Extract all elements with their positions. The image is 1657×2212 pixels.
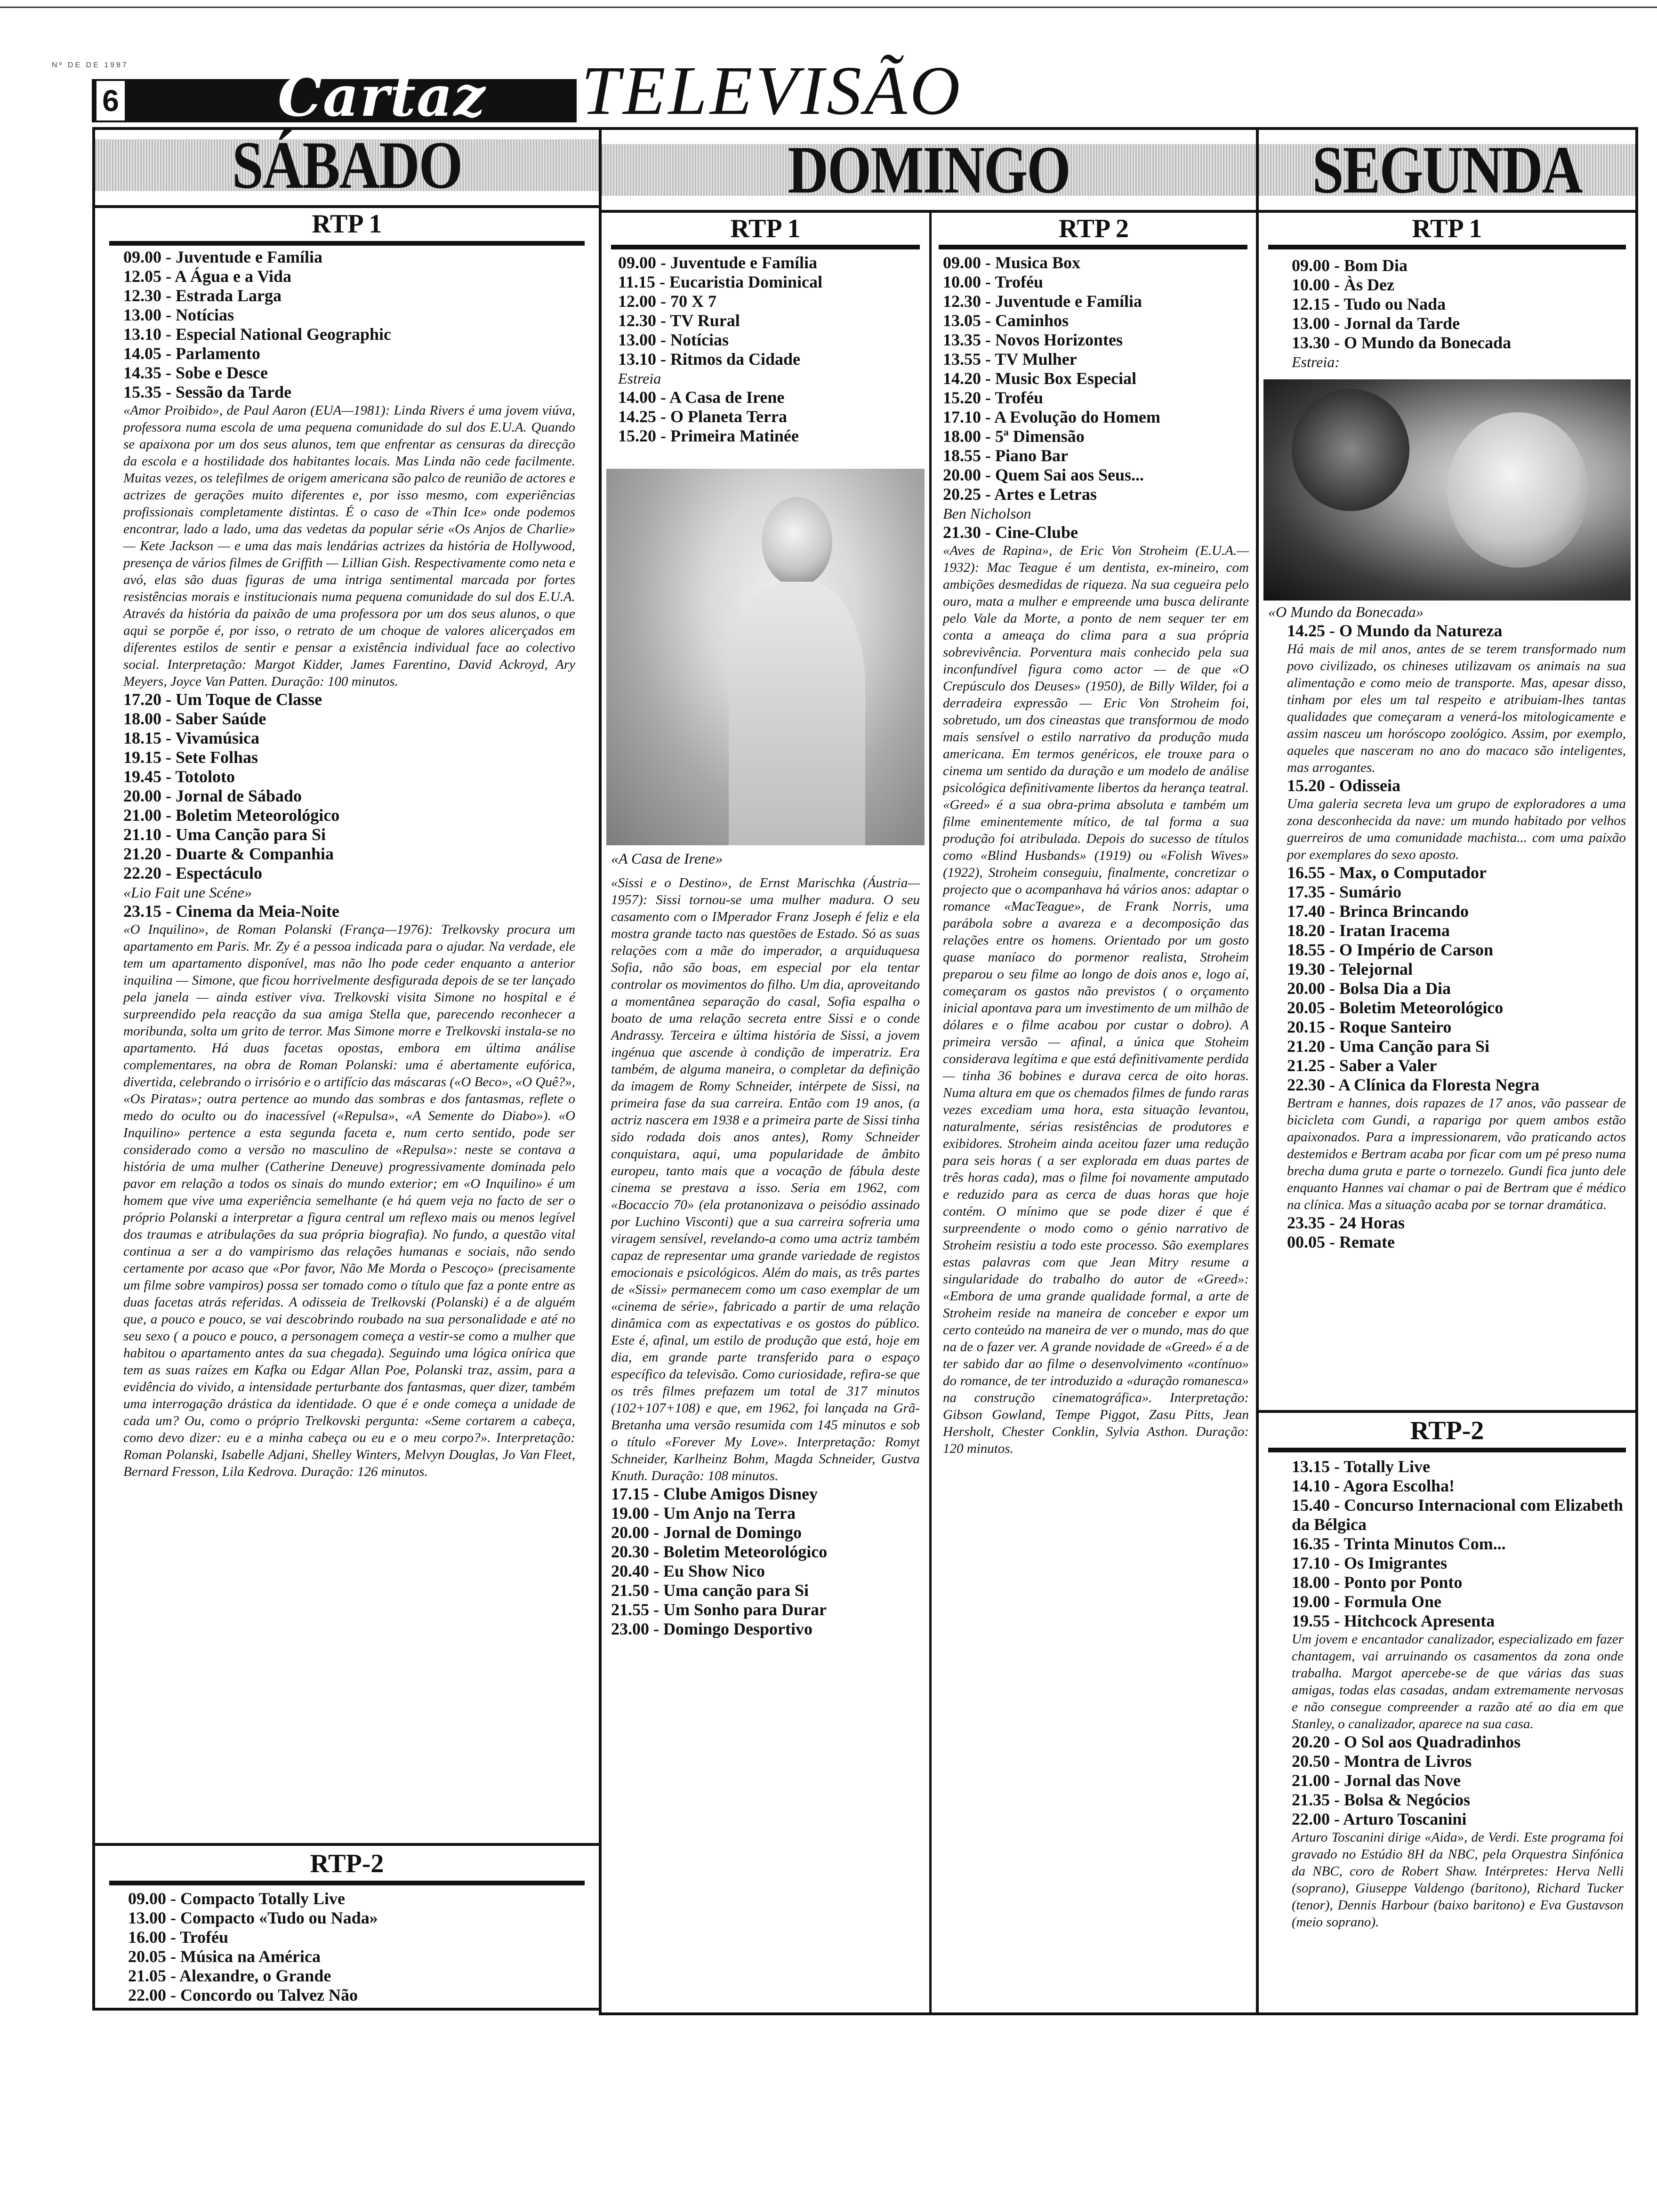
domingo-column: [599, 127, 1259, 2015]
program-line: 13.10 - Especial National Geographic: [123, 325, 391, 344]
program-line: 14.05 - Parlamento: [123, 344, 260, 363]
program-line: 20.20 - O Sol aos Quadradinhos: [1292, 1732, 1521, 1751]
program-line: 13.05 - Caminhos: [943, 311, 1069, 330]
program-line: 17.15 - Clube Amigos Disney: [611, 1484, 818, 1503]
domingo-rtp2-heading: RTP 2: [1059, 214, 1129, 243]
program-description: Bertram e hannes, dois rapazes de 17 anos, vão passear de bicicleta com Gundi, a rapariga por quem ambos estão apaixonados. Para a impressionarem, vão praticando actos destemidos e Bertram acaba por ficar com um pé preso numa brecha duma gruta e parte o tornezelo. Gundi fica junto dele enquanto Hannes vai chamar o pai de Bertram que é médico na clínica. Mas a situação acaba por se tornar dramática.: [1287, 1096, 1626, 1212]
program-line: 19.15 - Sete Folhas: [123, 748, 258, 767]
program-line: 20.00 - Jornal de Domingo: [611, 1523, 802, 1542]
divider: [109, 1881, 585, 1885]
program-description: Uma galeria secreta leva um grupo de exploradores a uma zona desconhecida da nave: um mundo habitado por velhos guerreiros de uma comunidade machista... com uma paixão por exemplares do sexo aposto.: [1287, 796, 1626, 862]
program-line: 20.25 - Artes e Letras: [943, 485, 1097, 504]
program-line: 19.55 - Hitchcock Apresenta: [1292, 1611, 1495, 1630]
program-line: 21.00 - Jornal das Nove: [1292, 1771, 1461, 1790]
program-note: «Lio Fait une Scéne»: [123, 884, 252, 901]
photo-caption: «A Casa de Irene»: [611, 850, 723, 867]
program-line: 18.55 - O Império de Carson: [1287, 940, 1493, 959]
program-line: 22.00 - Arturo Toscanini: [1292, 1810, 1467, 1828]
program-line: 00.05 - Remate: [1287, 1233, 1395, 1251]
program-line: 23.15 - Cinema da Meia-Noite: [123, 902, 339, 921]
program-line: 12.05 - A Água e a Vida: [123, 267, 292, 286]
photo-figure: [762, 497, 832, 586]
program-line: 14.35 - Sobe e Desce: [123, 363, 268, 382]
divider: [611, 245, 920, 249]
program-description: Um jovem e encantador canalizador, especializado em fazer chantagem, vai arruinando os casamentos da zona onde trabalha. Margot apercebe-se de que várias das suas amigas, todas elas casadas, andam extremamente nervosas e não consegue compreender a razão até ao dia em que Stanley, o canalizador, aparece na sua casa.: [1292, 1632, 1624, 1731]
domingo-rtp1-listing: [618, 253, 919, 446]
program-line: 14.25 - O Mundo da Natureza: [1287, 621, 1503, 640]
program-line: 18.00 - Saber Saúde: [123, 709, 266, 728]
segunda-rtp2-listing: [1275, 1457, 1624, 1931]
program-line: 13.00 - Jornal da Tarde: [1292, 314, 1460, 333]
segunda-day-title: SEGUNDA: [1312, 132, 1582, 208]
divider: [939, 245, 1247, 249]
photo-figure: [729, 582, 865, 845]
program-line: 20.15 - Roque Santeiro: [1287, 1018, 1452, 1036]
photo-caption: «O Mundo da Bonecada»: [1268, 603, 1424, 620]
program-line: 20.00 - Bolsa Dia a Dia: [1287, 979, 1451, 998]
program-line: 22.00 - Concordo ou Talvez Não: [128, 1986, 358, 2004]
program-line: 20.00 - Jornal de Sábado: [123, 786, 302, 805]
mundo-da-bonecada-photo: [1263, 379, 1631, 601]
program-line: 20.40 - Eu Show Nico: [611, 1562, 765, 1580]
divider: [1259, 210, 1635, 213]
divider: [602, 210, 1256, 213]
casa-de-irene-photo: [606, 469, 925, 845]
program-line: 16.00 - Troféu: [128, 1928, 228, 1947]
program-line: 13.00 - Notícias: [618, 330, 729, 349]
program-line: 16.55 - Max, o Computador: [1287, 863, 1487, 882]
cartaz-logo: Cartaz: [278, 64, 486, 129]
program-line: 13.00 - Compacto «Tudo ou Nada»: [128, 1908, 378, 1927]
program-note: Estreia: [618, 370, 661, 387]
program-description: «Aves de Rapina», de Eric Von Stroheim (E.U.A.—1932): Mac Teague é um dentista, ex-mineiro, com ambições desmedidas de riqueza. Na sua cegueira pelo ouro, mata a mulher e empreende uma busca delirante pelo Vale da Morte, a ponto de nem sequer ter em conta a ameaça do clima para a sua própria sobrevivência. Porventura mais conhecido pela sua inconfundível figura como actor — de que «O Crepúsculo dos Deuses» (1950), de Billy Wilder, foi a derradeira expressão — Eric Von Stroheim foi, sobretudo, um dos cineastas que transformou de modo mais sensível o estilo narrativo da produção muda americana. Em termos genéricos, ele trouxe para o cinema um sentido da duração e um modelo de análise psicológica definitivamente libertos da herança teatral. «Greed» é a sua obra-prima absoluta e também um filme eminentemente mítico, de tal forma a sua produção foi atribulada. Depois do sucesso de títulos como «Blind Husbands» (1919) ou «Folish Wives» (1922), Stroheim conseguiu, finalmente, concretizar o projecto que o acompanhava há vários anos: adaptar o romance «MacTeague», de Frank Norris, uma parábola sobre a avareza e a decomposição das relações entre os homens. Orientado por um gosto quase maníaco do pormenor realista, Stroheim preparou o seu filme ao longo de dois anos e, logo aí, começaram os gastos não previstos ( o orçamento inicial apontava para um investimento de um milhão de dólares e o filme acabou por custar o dobro). A primeira versão — afinal, a única que Stoheim considerava legítima e que está definitivamente perdida — tinha 36 bobines e durava cerca de oito horas. Numa altura em que os chemados filmes de fundo raras vezes excediam uma hora, esta situação levantou, naturalmente, sérias resistências de produtores e exibidores. Stroheim ainda aceitou fazer uma redução para seis horas ( a ser explorada em duas partes de três horas cada), mas o filme foi novamente amputado e reduzido para as cerca de duas horas que hoje contém. O mínimo que se pode dizer é que é surpreendente o modo como o génio narrativo de Stroheim resistiu a todo este processo. São exemplares estas palavras com que Jean Mitry resume a singularidade do trabalho do autor de «Greed»: «Embora de uma grande qualidade formal, a arte de Stroheim reside na maneira de conceber e expor um certo conteúdo na maneira de ver o mundo, mas do que na de o fazer ver. A grande novidade de «Greed» é a de ter sabido dar ao filme o desenvolvimento «contínuo» do romance, de ter introduzido a «duração romanesca» na construção cinematográfica». Interpretação: Gibson Gowland, Tempe Piggot, Zasu Pitts, Jean Hersholt, Chester Conklin, Sylvia Asthon. Duração: 120 minutos.: [943, 543, 1249, 1456]
program-line: 18.20 - Iratan Iracema: [1287, 921, 1450, 940]
program-line: 18.00 - Ponto por Ponto: [1292, 1573, 1463, 1592]
domingo-day-title: DOMINGO: [788, 132, 1070, 208]
program-line: 23.35 - 24 Horas: [1287, 1213, 1405, 1232]
program-line: 09.00 - Juventude e Família: [123, 248, 322, 266]
program-line: 19.00 - Formula One: [1292, 1592, 1441, 1611]
program-description: «O Inquilino», de Roman Polanski (França—1976): Trelkovsky procura um apartamento em Paris. Mr. Zy é a pessoa indicada para o ajudar. Na verdade, ele tem um apartamento disponível, mas não lho pode ceder enquanto a anterior inquilina — Simone, que ficou horrivelmente desfigurada depois de se ter lançado pela janela — ainda estiver viva. Trelkovski visita Simone no hospital e é surpreendido pela reacção da sua amiga Stella que, parecendo reconhecer a moribunda, solta um grito de terror. Mas Simone morre e Trelkovski instala-se no apartamento. Há duas facetas opostas, embora em última análise complementares, na obra de Roman Polanski: uma é abertamente eufórica, divertida, celebrando o irrisório e o artifício das máscaras («O Beco», «O Quê?», «Os Piratas»; outra pertence ao mundo das sombras e dos fantasmas, reflete o medo do oculto ou do inacessível («Repulsa», «A Semente do Diabo»). «O Inquilino» pertence a esta segunda faceta e, num certo sentido, pode ser considerado como a versão no masculino de «Repulsa»: neste se contava a história de uma mulher (Catherine Deneuve) progressivamente dominada pelo pavor em relação a todos os sinais do mundo exterior; em «O Inquilino» é um homem que vive uma experiência semelhante (e há quem veja no facto de ser o próprio Polanski a interpretar a figura central um reflexo mais ou menos legível dos traumas e atribulações da sua própria biografia). No fundo, a questão vital continua a ser a do vampirismo das relações humanas e sociais, não sendo certamente por acaso que «Por favor, Não Me Morda o Pescoço» (precisamente um filme sobre vampiros) possa ser tomado como o título que faz a ponte entre as duas facetas atrás referidas. A odisseia de Trelkovski (Polanski) é a de alguém que, a pouco e pouco, se vai descobrindo roubado na sua personalidade e até no seu sexo ( a pouco e pouco, a personagem começa a vestir-se como a mulher que habitou o apartamento antes da sua chegada). Seguindo uma lógica onírica que tem as suas raízes em Kafka ou Edgar Allan Poe, Polanski traz, assim, para a evidência do vivido, a intensidade perturbante dos fantasmas, quer dizer, também uma interrogação drástica da identidade. O que é e onde começa a unidade de cada um? Ou, como o próprio Trelkovski pergunta: «Seme cortarem a cabeça, como devo dizer: eu e a minha cabeça ou eu e o meu corpo?». Interpretação: Roman Polanski, Isabelle Adjani, Shelley Winters, Melvyn Douglas, Jo Van Fleet, Bernard Fresson, Lila Kedrova. Duração: 126 minutos.: [123, 922, 575, 1479]
program-line: 14.20 - Music Box Especial: [943, 369, 1136, 388]
program-line: 18.55 - Piano Bar: [943, 446, 1068, 465]
program-line: 20.05 - Música na América: [128, 1947, 321, 1966]
program-line: 17.10 - Os Imigrantes: [1292, 1554, 1447, 1572]
program-line: 15.20 - Primeira Matinée: [618, 426, 799, 445]
program-line: 09.00 - Compacto Totally Live: [128, 1889, 346, 1908]
photo-face: [1447, 412, 1588, 568]
program-line: 14.00 - A Casa de Irene: [618, 388, 785, 407]
program-line: 12.15 - Tudo ou Nada: [1292, 295, 1446, 313]
program-line: 20.50 - Montra de Livros: [1292, 1752, 1472, 1771]
program-line: 10.00 - Às Dez: [1292, 275, 1394, 294]
domingo-rtp2-listing: [943, 253, 1249, 1457]
program-line: 17.10 - A Evolução do Homem: [943, 408, 1161, 426]
program-line: 20.00 - Quem Sai aos Seus...: [943, 465, 1144, 484]
program-line: 22.30 - A Clínica da Floresta Negra: [1287, 1075, 1540, 1094]
program-line: 22.20 - Espectáculo: [123, 864, 262, 882]
program-line: 13.10 - Ritmos da Cidade: [618, 350, 801, 369]
divider: [95, 1843, 599, 1846]
page-number: 6: [97, 81, 125, 120]
domingo-rtp1-text: [611, 849, 920, 1639]
program-line: 18.00 - 5ª Dimensão: [943, 427, 1085, 446]
segunda-column: [1256, 127, 1638, 2015]
program-line: 21.30 - Cine-Clube: [943, 523, 1078, 542]
program-line: 20.30 - Boletim Meteorológico: [611, 1542, 828, 1561]
sabado-day-title: SÁBADO: [232, 127, 462, 203]
program-line: 19.00 - Um Anjo na Terra: [611, 1504, 796, 1523]
program-line: 11.15 - Eucaristia Dominical: [618, 272, 822, 291]
divider: [109, 241, 585, 246]
program-line: 21.35 - Bolsa & Negócios: [1292, 1790, 1470, 1809]
program-line: 09.00 - Juventude e Família: [618, 253, 817, 272]
program-line: 21.05 - Alexandre, o Grande: [128, 1966, 331, 1985]
segunda-rtp1-listing: [1292, 256, 1621, 371]
date-line: Nº DE DE 1987: [52, 61, 129, 69]
sabado-rtp1-listing: [123, 248, 575, 1480]
program-line: 13.00 - Notícias: [123, 305, 234, 324]
program-line: 21.50 - Uma canção para Si: [611, 1581, 809, 1600]
divider: [95, 205, 599, 208]
column-rule: [929, 210, 932, 2012]
program-line: 09.00 - Musica Box: [943, 253, 1080, 272]
program-line: 21.10 - Uma Canção para Si: [123, 825, 326, 844]
program-line: 15.20 - Troféu: [943, 388, 1043, 407]
program-note: Estreia:: [1292, 353, 1340, 370]
program-line: 13.35 - Novos Horizontes: [943, 330, 1123, 349]
program-line: 13.15 - Totally Live: [1292, 1457, 1431, 1476]
program-description: Arturo Toscanini dirige «Aida», de Verdi. Este programa foi gravado no Estúdio 8H da NBC, pela Orquestra Sinfónica da NBC, coro de Robert Shaw. Intérpretes: Herva Nelli (soprano), Giuseppe Valdengo (baritono), Richard Tucker (tenor), Dennis Harbour (baixo baritono) e Eva Gustavson (meio soprano).: [1292, 1830, 1624, 1930]
section-title: TELEVISÃO: [581, 52, 963, 129]
program-line: 21.25 - Saber a Valer: [1287, 1056, 1437, 1075]
program-line: 21.20 - Duarte & Companhia: [123, 844, 334, 863]
sabado-rtp1-heading: RTP 1: [312, 209, 382, 239]
program-line: 15.40 - Concurso Internacional com Elizabeth da Bélgica: [1292, 1496, 1623, 1534]
divider: [1268, 245, 1626, 249]
program-line: 16.35 - Trinta Minutos Com...: [1292, 1534, 1506, 1553]
program-line: 19.45 - Totoloto: [123, 767, 235, 786]
program-line: 19.30 - Telejornal: [1287, 960, 1413, 978]
program-line: 13.55 - TV Mulher: [943, 350, 1077, 369]
divider: [1268, 1448, 1626, 1452]
program-line: 14.25 - O Planeta Terra: [618, 407, 787, 426]
segunda-rtp1-heading: RTP 1: [1412, 214, 1482, 243]
program-line: 12.30 - Juventude e Família: [943, 292, 1142, 311]
program-line: 09.00 - Bom Dia: [1292, 256, 1408, 275]
program-line: 21.20 - Uma Canção para Si: [1287, 1037, 1489, 1056]
program-line: 12.00 - 70 X 7: [618, 292, 716, 311]
program-line: 12.30 - Estrada Larga: [123, 286, 282, 305]
segunda-rtp2-heading: RTP-2: [1410, 1416, 1484, 1445]
sabado-rtp2-heading: RTP-2: [310, 1849, 384, 1878]
photo-puppet: [1292, 389, 1409, 511]
program-description: «Sissi e o Destino», de Ernst Marischka (Áustria—1957): Sissi tornou-se uma mulher madura. O seu casamento com o IMperador Franz Joseph é feliz e ela mostra grande tacto nas questões de Estado. Só as suas relações com a mãe do imperador, a arquiduquesa Sofia, não são boas, em especial por ela tentar controlar os movimentos do filho. Um dia, aproveitando a momentânea separação do casal, Sofia espalha o boato de uma relação secreta entre Sissi e o conde Andrassy. Terceira e última história de Sissi, a jovem ingénua que ascende à condição de imperatriz. Era também, de alguma maneira, o completar da definição da imagem de Romy Schneider, intérpete de Sissi, na primeira fase da sua carreira. Então com 19 anos, (a actriz nascera em 1938 e a primeira parte de Sissi tinha sido rodada dois anos antes), Romy Schneider conquistara, aqui, uma popularidade de âmbito europeu, tanto mais que a vocação de fábula deste cinema se prestava a isso. Seria em 1962, com «Bocaccio 70» (ela protanonizava o peisódio assinado por Luchino Visconti) que a sua carreira sofreria uma viragem sensível, revelando-a como uma actriz também capaz de representar uma grande variedade de registos emocionais e psicológicos. Além do mais, as três partes de «Sissi» permanecem como um caso exemplar de um «cinema de série», fabricado a partir de uma relação dinâmica com as expectativas e os gostos do público. Este é, afinal, um estilo de produção que está, hoje em dia, em grande parte transferido para o espaço específico da televisão. Como curiosidade, refira-se que os três filmes prefazem um total de 317 minutos (102+107+108) e que, em 1962, foi lançada na Grã-Bretanha uma versão resumida com 145 minutos e sob o título «Forever My Love». Interpretação: Romyt Schneider, Karlheinz Bohm, Magda Schneider, Gustva Knuth. Duração: 108 minutos.: [611, 875, 920, 1483]
program-line: 10.00 - Troféu: [943, 272, 1043, 291]
program-description: «Amor Proibido», de Paul Aaron (EUA—1981): Linda Rivers é uma jovem viúva, professora numa escola de uma pequena comunidade do sul dos E.U.A. Quando se apaixona por um dos seus alunos, tem que enfrentar as censuras da direcção da escola e a hostilidade dos habitantes locais. Mas Linda não cede facilmente. Muitas vezes, os telefilmes de origem americana são palco de reunião de actores e actrizes de gerações muito diferentes e, por isso mesmo, com experiências profissionais completamente distintas. É o caso de «Thin Ice» onde podemos encontrar, lado a lado, uma das vedetas da popular série «Os Anjos de Charlie» — Kete Jackson — e uma das mais lendárias actrizes da história de Hollywood, presença de vários filmes de Griffith — Lillian Gish. Respectivamente como neta e avó, elas são duas figuras de uma intriga sentimental marcada por fortes resistências morais e institucionais numa pequena comunidade do sul dos E.U.A. Através da história da paixão de uma professora por um dos seus alunos, o que aqui se porpõe é, por isso, o retrato de um choque de valores alicerçados em diferentes estilos de sentir e pensar a existência individual face ao colectivo social. Interpretação: Margot Kidder, James Farentino, David Ackroyd, Ary Meyers, Joyce Van Patten. Duração: 100 minutos.: [123, 403, 575, 689]
sabado-column: [92, 127, 602, 2011]
program-line: 13.30 - O Mundo da Bonecada: [1292, 333, 1512, 352]
segunda-rtp1-text: [1268, 602, 1626, 1252]
divider: [1259, 1410, 1635, 1413]
program-line: 18.15 - Vivamúsica: [123, 729, 260, 747]
program-line: 15.20 - Odisseia: [1287, 776, 1401, 795]
program-line: 14.10 - Agora Escolha!: [1292, 1476, 1455, 1495]
top-rule: [0, 7, 1657, 8]
sabado-rtp2-listing: [128, 1889, 580, 2005]
program-line: 15.35 - Sessão da Tarde: [123, 383, 292, 401]
program-line: 21.00 - Boletim Meteorológico: [123, 806, 340, 825]
program-line: 12.30 - TV Rural: [618, 311, 740, 330]
program-line: 17.40 - Brinca Brincando: [1287, 902, 1469, 921]
program-line: 23.00 - Domingo Desportivo: [611, 1619, 812, 1638]
program-description: Há mais de mil anos, antes de se terem transformado num povo civilizado, os chineses utilizavam os animais na sua alimentação e como meio de transporte. Mas, apesar disso, tinham por eles um tal respeito e atribuiam-lhes tantas qualidades que começaram a venerá-los mitologicamente e assim nasceu um horóscopo zoológico. Assim, por exemplo, aqueles que nasceram no ano do macaco são inteligentes, mas arrogantes.: [1287, 641, 1626, 775]
program-note: Ben Nicholson: [943, 505, 1031, 522]
program-line: 20.05 - Boletim Meteorológico: [1287, 998, 1504, 1017]
domingo-rtp1-heading: RTP 1: [730, 214, 801, 243]
program-line: 17.20 - Um Toque de Classe: [123, 690, 322, 709]
program-line: 17.35 - Sumário: [1287, 882, 1401, 901]
program-line: 21.55 - Um Sonho para Durar: [611, 1600, 827, 1619]
